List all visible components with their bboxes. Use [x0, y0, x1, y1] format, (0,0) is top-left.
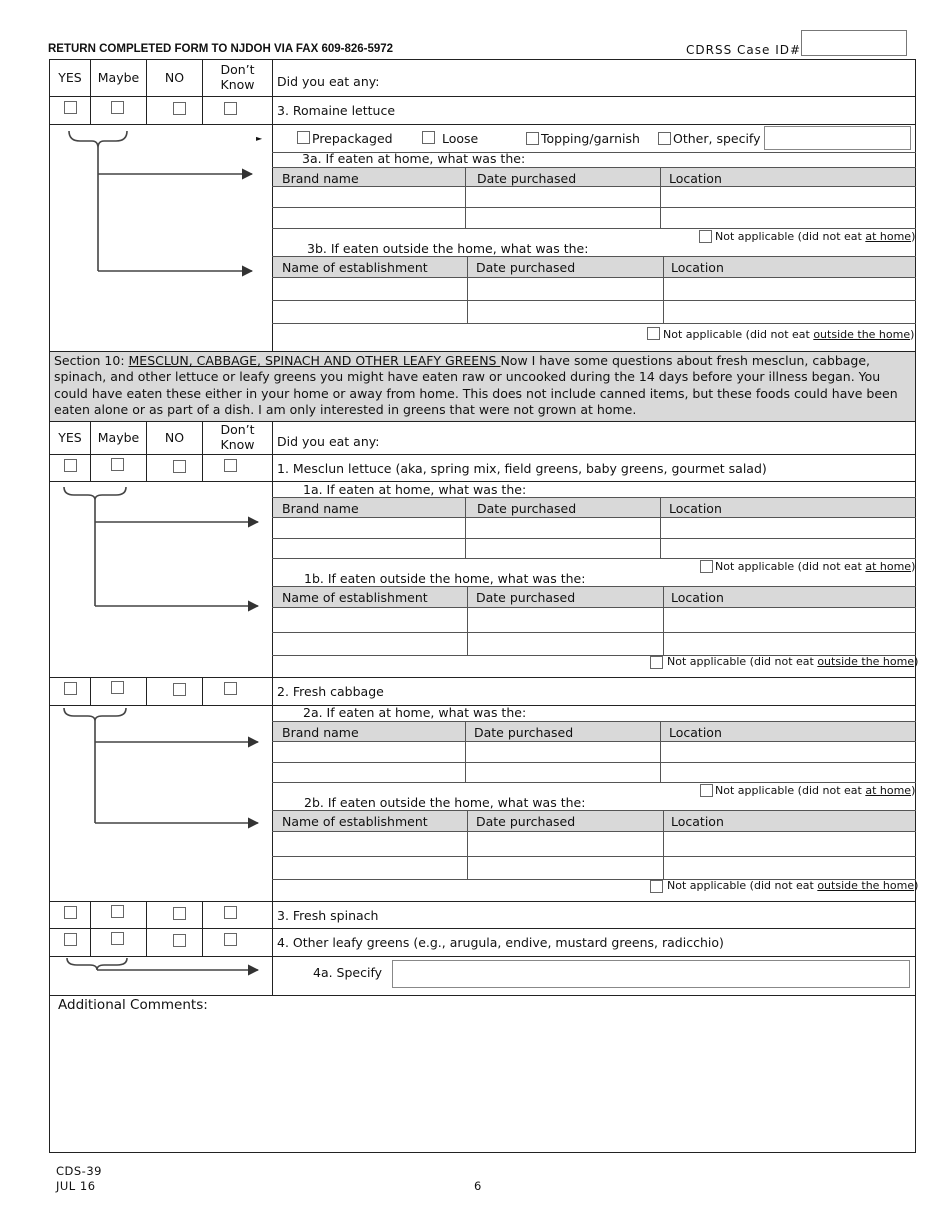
maybe-header: Maybe — [97, 70, 140, 85]
other-specify-label: Other, specify — [673, 131, 761, 146]
did-you-eat-header: Did you eat any: — [277, 434, 380, 449]
q2-out-date-header: Date purchased — [476, 814, 576, 829]
additional-comments-label: Additional Comments: — [58, 997, 208, 1013]
q2-home-location-header: Location — [669, 725, 722, 740]
q1-out-name-header: Name of establishment — [282, 590, 428, 605]
no-header: NO — [164, 70, 185, 85]
q2b-label: 2b. If eaten outside the home, what was the: — [304, 795, 586, 810]
q2-out-na-label: Not applicable (did not eat outside the home) — [667, 879, 919, 892]
q2-out-name-header: Name of establishment — [282, 814, 428, 829]
did-you-eat-header: Did you eat any: — [277, 74, 380, 89]
q3-home-date-header: Date purchased — [477, 171, 577, 186]
q1-home-brand-header: Brand name — [282, 501, 359, 516]
page-number: 6 — [474, 1179, 482, 1193]
section-10-intro: Section 10: MESCLUN, CABBAGE, SPINACH AND OTHER LEAFY GREENS Now I have some questions about fresh mesclun, cabbage, spinach, and other lettuce or leafy greens you might have eaten raw or uncooked during the 14 days before your illness began. You could have eaten these either in your home or away from home. This does not include canned items, but these foods could have been eaten alone or as part of a dish. I am only interested in greens that were not grown at home. — [50, 352, 915, 421]
q3-label: 3. Romaine lettuce — [277, 103, 396, 118]
q1b-label: 1b. If eaten outside the home, what was the: — [304, 571, 586, 586]
q2-home-brand-header: Brand name — [282, 725, 359, 740]
q2-home-date-header: Date purchased — [474, 725, 574, 740]
no-header: NO — [164, 430, 185, 445]
q3b-label: 3b. If eaten outside the home, what was the: — [307, 241, 589, 256]
loose-label: Loose — [442, 131, 479, 146]
q3a-label: 3a. If eaten at home, what was the: — [302, 151, 526, 166]
yes-header: YES — [58, 70, 82, 85]
q3-out-date-header: Date purchased — [476, 260, 576, 275]
dont-know-header: Don’t Know — [220, 422, 255, 452]
q1-out-location-header: Location — [671, 590, 724, 605]
q1-out-na-label: Not applicable (did not eat outside the home) — [667, 655, 919, 668]
spinach-label: 3. Fresh spinach — [277, 908, 379, 923]
topping-label: Topping/garnish — [541, 131, 640, 146]
q3-home-location-header: Location — [669, 171, 722, 186]
case-id-label: CDRSS Case ID# — [686, 43, 802, 57]
q3-out-location-header: Location — [671, 260, 724, 275]
q1-home-na-label: Not applicable (did not eat at home) — [715, 560, 916, 573]
q3-home-na-label: Not applicable (did not eat at home) — [715, 230, 916, 243]
q1-out-date-header: Date purchased — [476, 590, 576, 605]
q3-out-na-label: Not applicable (did not eat outside the home) — [663, 328, 915, 341]
dont-know-header: Don’t Know — [220, 62, 255, 92]
q4a-specify-label: 4a. Specify — [313, 965, 383, 980]
q1-home-date-header: Date purchased — [477, 501, 577, 516]
form-code: CDS-39 — [56, 1164, 102, 1178]
q3-out-name-header: Name of establishment — [282, 260, 428, 275]
q1a-label: 1a. If eaten at home, what was the: — [303, 482, 527, 497]
pointer-icon: ► — [256, 134, 263, 143]
q2a-label: 2a. If eaten at home, what was the: — [303, 705, 527, 720]
q1-home-location-header: Location — [669, 501, 722, 516]
return-instructions: RETURN COMPLETED FORM TO NJDOH VIA FAX 609-826-5972 — [48, 43, 394, 55]
q1-label: 1. Mesclun lettuce (aka, spring mix, field greens, baby greens, gourmet salad) — [277, 461, 767, 476]
form-date: JUL 16 — [56, 1179, 96, 1193]
q4-label: 4. Other leafy greens (e.g., arugula, endive, mustard greens, radicchio) — [277, 935, 724, 950]
q2-out-location-header: Location — [671, 814, 724, 829]
yes-header: YES — [58, 430, 82, 445]
q3-home-brand-header: Brand name — [282, 171, 359, 186]
maybe-header: Maybe — [97, 430, 140, 445]
q2-label: 2. Fresh cabbage — [277, 684, 384, 699]
q2-home-na-label: Not applicable (did not eat at home) — [715, 784, 916, 797]
prepackaged-label: Prepackaged — [312, 131, 393, 146]
